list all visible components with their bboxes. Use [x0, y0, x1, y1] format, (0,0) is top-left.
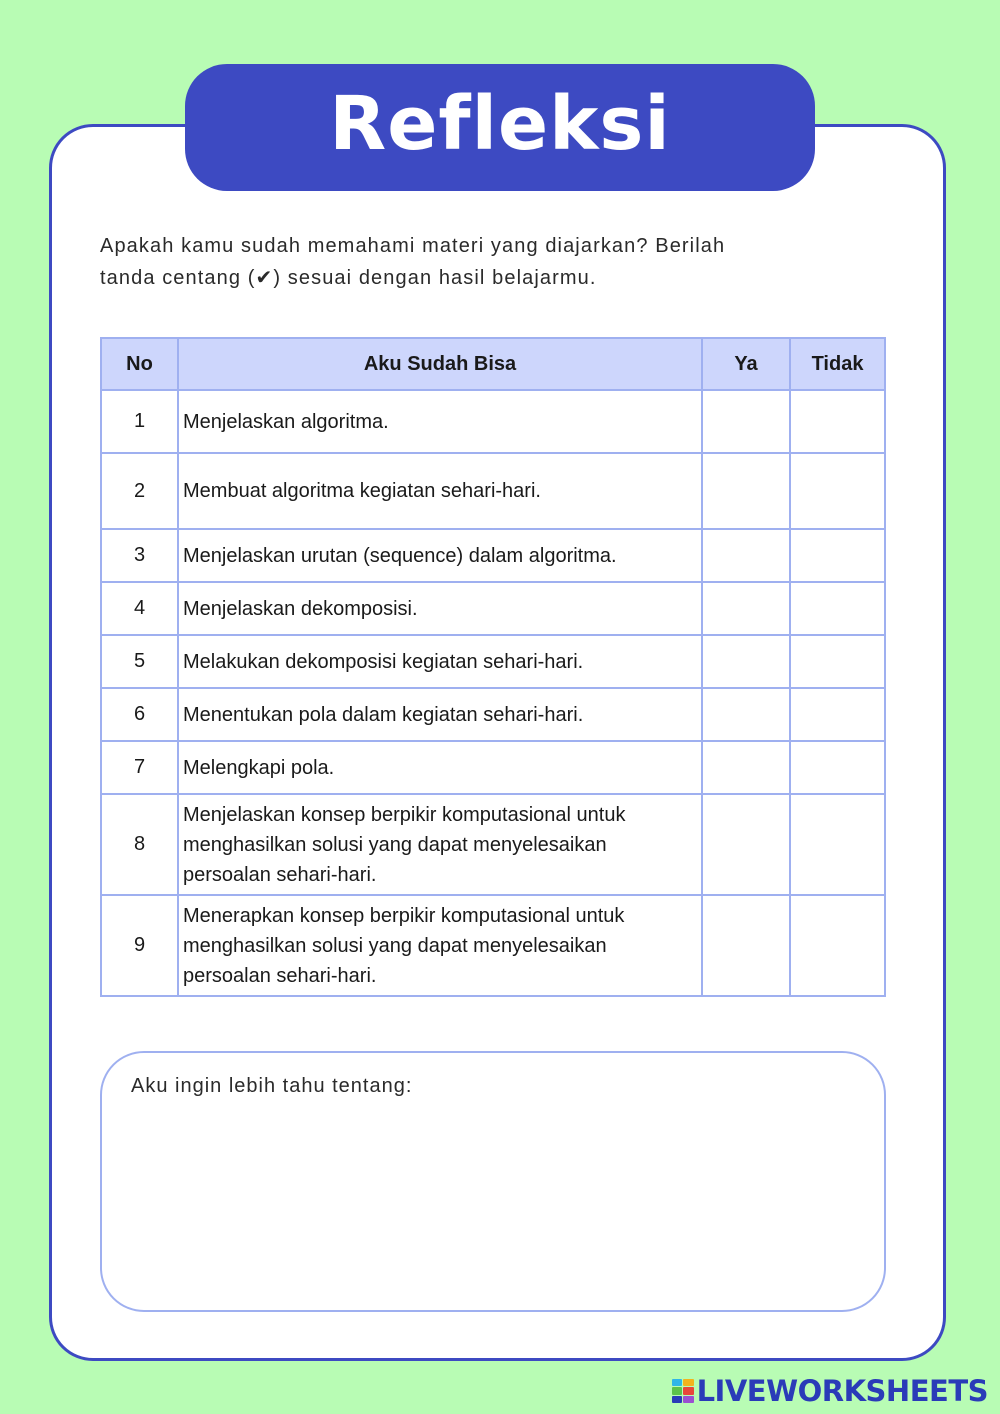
row-skill: Menjelaskan urutan (sequence) dalam algoritma.	[178, 529, 702, 582]
check-yes-cell[interactable]	[702, 453, 790, 529]
header-no-col: Tidak	[790, 338, 885, 390]
footer-brand	[672, 1374, 988, 1408]
instructions-line-1: Apakah kamu sudah memahami materi yang diajarkan? Berilah	[100, 235, 726, 257]
check-no-cell[interactable]	[790, 453, 885, 529]
table-row	[101, 895, 885, 996]
row-skill: Menjelaskan dekomposisi.	[178, 582, 702, 635]
row-number: 3	[101, 529, 178, 582]
brand-name: LIVEWORKSHEETS	[696, 1374, 988, 1408]
check-no-cell[interactable]	[790, 635, 885, 688]
row-number: 4	[101, 582, 178, 635]
table-row	[101, 688, 885, 741]
table-row	[101, 390, 885, 453]
row-skill: Melengkapi pola.	[178, 741, 702, 794]
title-banner	[185, 64, 815, 191]
row-number: 1	[101, 390, 178, 453]
check-yes-cell[interactable]	[702, 635, 790, 688]
table-row	[101, 582, 885, 635]
check-yes-cell[interactable]	[702, 529, 790, 582]
curiosity-note-box[interactable]	[100, 1051, 886, 1312]
note-label: Aku ingin lebih tahu tentang:	[131, 1075, 413, 1097]
check-yes-cell[interactable]	[702, 741, 790, 794]
check-no-cell[interactable]	[790, 582, 885, 635]
table-row	[101, 529, 885, 582]
instructions-line-2: tanda centang (✔) sesuai dengan hasil belajarmu.	[100, 267, 597, 289]
check-no-cell[interactable]	[790, 794, 885, 895]
row-number: 7	[101, 741, 178, 794]
row-number: 8	[101, 794, 178, 895]
row-number: 6	[101, 688, 178, 741]
check-yes-cell[interactable]	[702, 794, 790, 895]
check-yes-cell[interactable]	[702, 688, 790, 741]
check-no-cell[interactable]	[790, 895, 885, 996]
table-row	[101, 741, 885, 794]
check-no-cell[interactable]	[790, 688, 885, 741]
instructions	[100, 230, 820, 294]
table-row	[101, 453, 885, 529]
header-skill: Aku Sudah Bisa	[178, 338, 702, 390]
row-skill: Menentukan pola dalam kegiatan sehari-hari.	[178, 688, 702, 741]
check-yes-cell[interactable]	[702, 895, 790, 996]
check-no-cell[interactable]	[790, 529, 885, 582]
page-title: Refleksi	[329, 80, 671, 167]
check-yes-cell[interactable]	[702, 390, 790, 453]
header-yes: Ya	[702, 338, 790, 390]
table-header-row	[101, 338, 885, 390]
liveworksheets-logo-icon	[672, 1379, 694, 1403]
reflection-table	[100, 337, 886, 997]
table-row	[101, 794, 885, 895]
header-no: No	[101, 338, 178, 390]
table-row	[101, 635, 885, 688]
row-skill: Melakukan dekomposisi kegiatan sehari-hari.	[178, 635, 702, 688]
check-no-cell[interactable]	[790, 741, 885, 794]
row-number: 2	[101, 453, 178, 529]
row-number: 9	[101, 895, 178, 996]
row-skill: Menjelaskan konsep berpikir komputasional untuk menghasilkan solusi yang dapat menyelesaikan persoalan sehari-hari.	[178, 794, 702, 895]
row-skill: Membuat algoritma kegiatan sehari-hari.	[178, 453, 702, 529]
row-number: 5	[101, 635, 178, 688]
check-no-cell[interactable]	[790, 390, 885, 453]
check-yes-cell[interactable]	[702, 582, 790, 635]
row-skill: Menerapkan konsep berpikir komputasional untuk menghasilkan solusi yang dapat menyelesaikan persoalan sehari-hari.	[178, 895, 702, 996]
row-skill: Menjelaskan algoritma.	[178, 390, 702, 453]
